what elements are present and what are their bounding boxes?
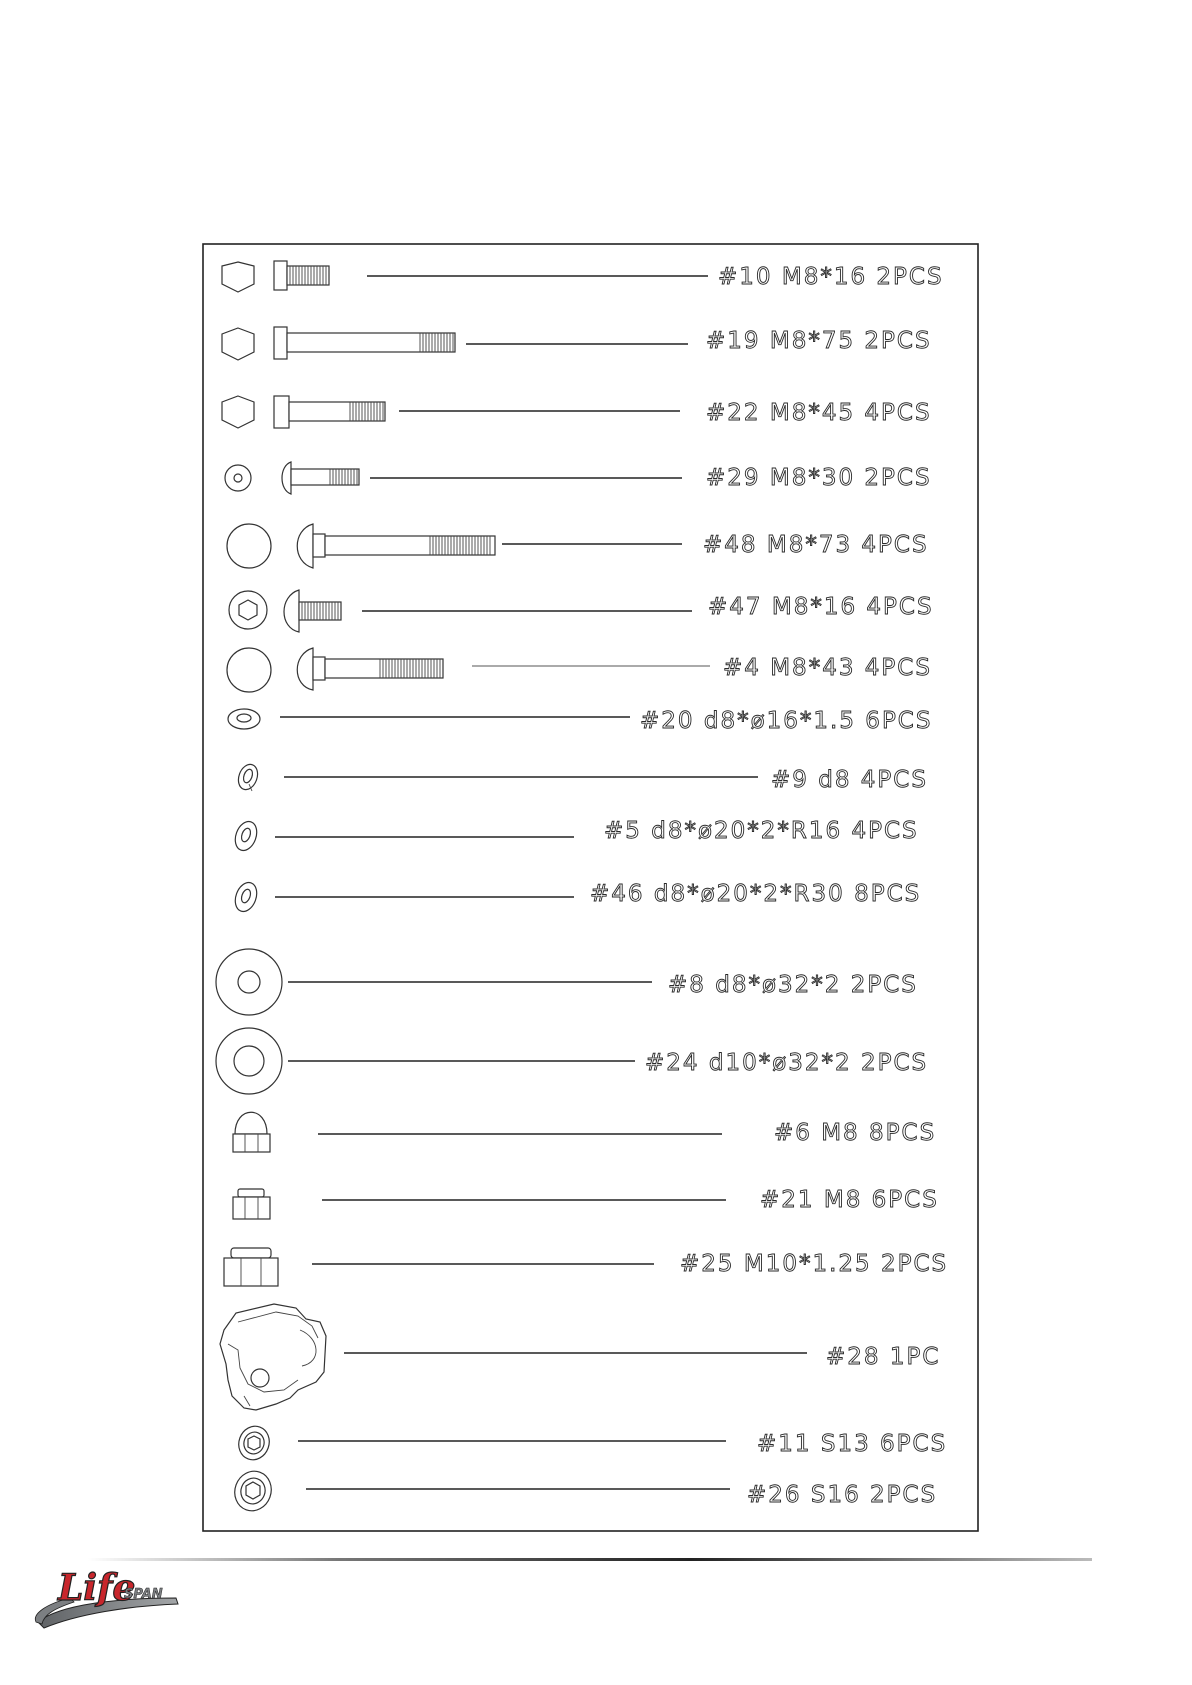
- part-row-4: [227, 648, 932, 692]
- part-row-25: [224, 1248, 948, 1286]
- part-label: #28 1PC: [826, 1344, 941, 1370]
- part-row-22: [222, 396, 932, 428]
- lifespan-logo: [35, 1567, 178, 1628]
- part-label: #47 M8*16 4PCS: [708, 594, 934, 620]
- part-row-9: [235, 762, 928, 793]
- part-label: #9 d8 4PCS: [771, 767, 928, 793]
- acorn-nut-icon: [233, 1112, 270, 1152]
- part-label: #46 d8*ø20*2*R30 8PCS: [590, 881, 922, 907]
- part-row-6: [233, 1112, 936, 1152]
- button-head-bolt-icon: [229, 590, 341, 632]
- part-row-28: [220, 1304, 940, 1410]
- part-label: #24 d10*ø32*2 2PCS: [645, 1050, 929, 1076]
- footer-divider: [88, 1558, 1092, 1561]
- part-row-21: [233, 1187, 939, 1219]
- part-label: #48 M8*73 4PCS: [703, 532, 929, 558]
- part-row-29: [225, 462, 932, 494]
- part-row-46: [231, 879, 921, 914]
- part-label: #5 d8*ø20*2*R16 4PCS: [604, 818, 919, 844]
- part-row-48: [227, 524, 929, 568]
- nylon-lock-nut-icon: [224, 1248, 278, 1286]
- part-row-11: [234, 1422, 947, 1464]
- part-label: #4 M8*43 4PCS: [723, 655, 932, 681]
- large-washer-icon: [216, 949, 282, 1015]
- nylon-lock-nut-icon: [233, 1189, 270, 1219]
- part-label: #10 M8*16 2PCS: [718, 264, 944, 290]
- part-label: #22 M8*45 4PCS: [706, 400, 932, 426]
- button-head-bolt-icon: [225, 462, 359, 494]
- flat-washer-icon: [228, 709, 260, 729]
- part-row-10: [222, 261, 944, 292]
- part-row-8: [216, 949, 918, 1015]
- part-label: #20 d8*ø16*1.5 6PCS: [640, 708, 933, 734]
- part-label: #6 M8 8PCS: [774, 1120, 937, 1146]
- part-row-47: [229, 590, 934, 632]
- bracket-clip-icon: [220, 1304, 326, 1410]
- hex-bolt-icon: [222, 261, 329, 292]
- part-label: #29 M8*30 2PCS: [706, 465, 932, 491]
- hex-bolt-icon: [222, 396, 385, 428]
- part-label: #25 M10*1.25 2PCS: [680, 1251, 949, 1277]
- part-label: #26 S16 2PCS: [747, 1482, 938, 1508]
- part-row-19: [222, 327, 932, 360]
- carriage-bolt-icon: [227, 524, 495, 568]
- hex-wrench-ring-icon: [234, 1422, 274, 1464]
- split-lock-washer-icon: [235, 762, 261, 793]
- curved-washer-icon: [231, 879, 260, 914]
- large-washer-icon: [216, 1028, 282, 1094]
- hex-wrench-ring-icon: [229, 1466, 277, 1516]
- logo-subtext: SPAN: [124, 1587, 163, 1602]
- part-label: #11 S13 6PCS: [757, 1431, 948, 1457]
- logo-text: Life: [58, 1567, 136, 1609]
- curved-washer-icon: [231, 818, 260, 853]
- part-row-26: [229, 1466, 937, 1516]
- hex-bolt-icon: [222, 327, 455, 360]
- part-label: #8 d8*ø32*2 2PCS: [668, 972, 918, 998]
- part-label: #21 M8 6PCS: [760, 1187, 939, 1213]
- part-row-5: [231, 818, 918, 854]
- part-row-24: [216, 1028, 928, 1094]
- part-row-20: [228, 708, 932, 734]
- carriage-bolt-icon: [227, 648, 443, 692]
- part-label: #19 M8*75 2PCS: [706, 328, 932, 354]
